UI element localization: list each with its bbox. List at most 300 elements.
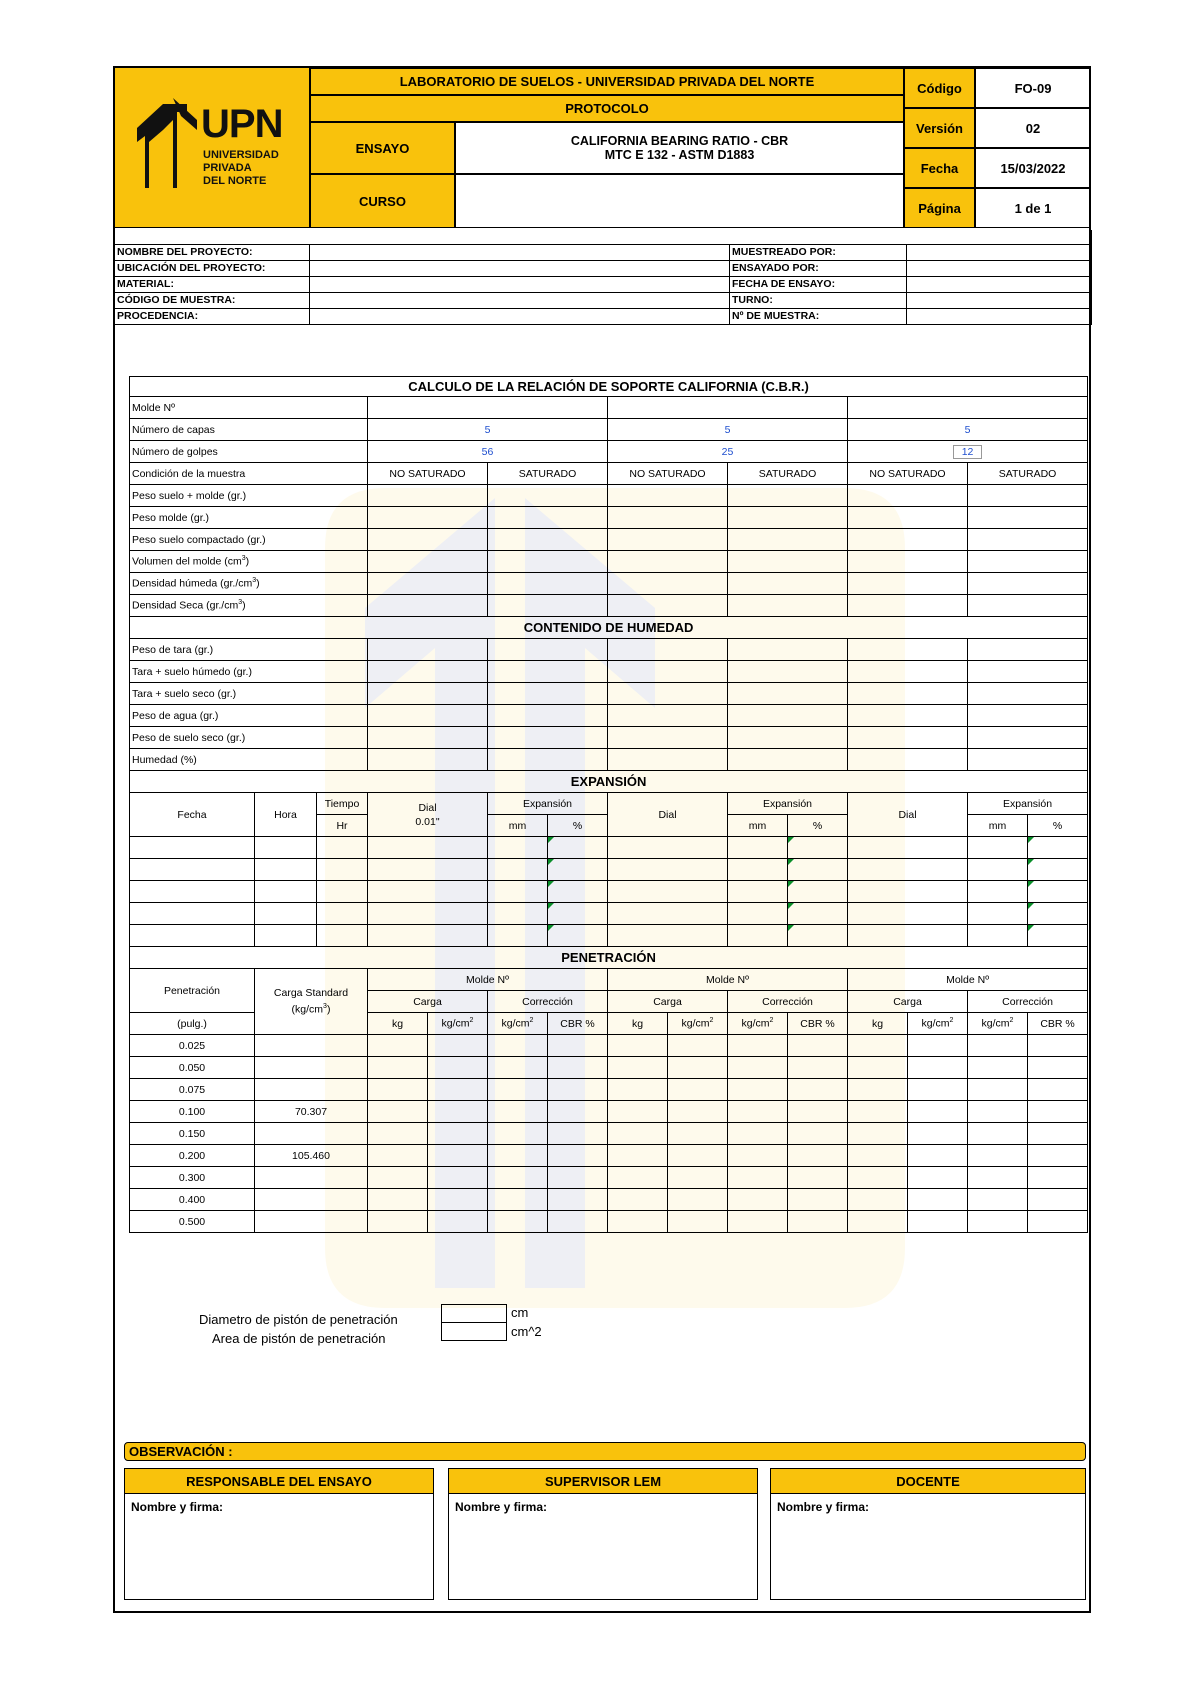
cell-input[interactable]	[368, 705, 488, 727]
capas-value-1[interactable]: 5	[368, 419, 608, 441]
cell-input[interactable]	[368, 551, 488, 573]
info-input[interactable]	[907, 244, 1092, 260]
cell-input[interactable]	[968, 551, 1088, 573]
cell-input[interactable]	[608, 1145, 668, 1167]
cell-input[interactable]	[368, 881, 488, 903]
cell-input[interactable]	[728, 903, 788, 925]
data-row	[130, 705, 1088, 727]
cell-input[interactable]	[548, 837, 608, 859]
cell-input[interactable]	[255, 859, 317, 881]
row-label: Peso de agua (gr.)	[130, 705, 368, 727]
cell-input[interactable]	[848, 1035, 908, 1057]
cell-input[interactable]	[608, 573, 728, 595]
cell-input[interactable]	[488, 683, 608, 705]
expansion-title: EXPANSIÓN	[130, 771, 1088, 793]
cell-input[interactable]	[968, 485, 1088, 507]
cell-input[interactable]	[488, 529, 608, 551]
cell-input[interactable]	[668, 1189, 728, 1211]
cell-input[interactable]	[848, 1167, 908, 1189]
cell-input[interactable]	[428, 1123, 488, 1145]
cell-input[interactable]	[1028, 1123, 1088, 1145]
cell-input[interactable]	[488, 1101, 548, 1123]
info-input[interactable]	[310, 244, 730, 260]
cell-input[interactable]	[608, 903, 728, 925]
cell-input[interactable]	[317, 881, 368, 903]
cell-input[interactable]	[548, 859, 608, 881]
cell-input[interactable]	[728, 485, 848, 507]
cell-input[interactable]	[728, 639, 848, 661]
cell-input[interactable]	[908, 1167, 968, 1189]
cell-input[interactable]	[848, 661, 968, 683]
cell-input[interactable]	[968, 1167, 1028, 1189]
expansion-row	[130, 903, 1088, 925]
cell-input[interactable]	[488, 1079, 548, 1101]
cell-input[interactable]	[728, 1145, 788, 1167]
cell-input[interactable]	[968, 595, 1088, 617]
cell-input[interactable]	[728, 1079, 788, 1101]
info-input[interactable]	[907, 260, 1092, 276]
cell-input[interactable]	[428, 1079, 488, 1101]
cell-input[interactable]	[428, 1167, 488, 1189]
cell-input[interactable]	[368, 507, 488, 529]
curso-label: CURSO	[310, 174, 455, 228]
cell-input[interactable]	[488, 595, 608, 617]
cell-input[interactable]	[848, 925, 968, 947]
cell-input[interactable]	[255, 881, 317, 903]
cell-input[interactable]	[608, 1211, 668, 1233]
cell-input[interactable]	[1028, 1057, 1088, 1079]
cell-input[interactable]	[908, 1101, 968, 1123]
info-input[interactable]	[907, 308, 1092, 324]
cell-input[interactable]	[788, 925, 848, 947]
cell-input[interactable]	[968, 837, 1028, 859]
cell-input[interactable]	[608, 925, 728, 947]
cell-input[interactable]	[488, 507, 608, 529]
cell-input[interactable]	[368, 1145, 428, 1167]
cell-input[interactable]	[608, 661, 728, 683]
cell-input[interactable]	[488, 837, 548, 859]
cell-input[interactable]	[788, 1079, 848, 1101]
cell-input[interactable]	[968, 1189, 1028, 1211]
info-input[interactable]	[907, 292, 1092, 308]
cbr-title: CALCULO DE LA RELACIÓN DE SOPORTE CALIFORNIA (C.B.R.)	[130, 377, 1088, 397]
signature-box-docente	[770, 1468, 1086, 1600]
cell-input[interactable]	[848, 903, 968, 925]
cell-input[interactable]	[908, 1057, 968, 1079]
cell-input[interactable]	[848, 859, 968, 881]
cell-input[interactable]	[728, 1123, 788, 1145]
cell-input[interactable]	[968, 727, 1088, 749]
cell-input[interactable]	[255, 925, 317, 947]
cbr-table	[129, 376, 1088, 1233]
cell-input[interactable]	[728, 727, 848, 749]
cell-input[interactable]	[968, 529, 1088, 551]
piston-area-input[interactable]	[441, 1322, 507, 1341]
cell-input[interactable]	[728, 529, 848, 551]
cell-input[interactable]	[968, 507, 1088, 529]
cell-input[interactable]	[728, 1101, 788, 1123]
cell-input[interactable]	[368, 1123, 428, 1145]
cell-input[interactable]	[968, 661, 1088, 683]
info-row	[115, 244, 1092, 260]
cell-input[interactable]	[368, 727, 488, 749]
cell-input[interactable]	[848, 705, 968, 727]
cell-input[interactable]	[608, 1101, 668, 1123]
cell-input[interactable]	[968, 1035, 1028, 1057]
cell-input[interactable]	[368, 925, 488, 947]
cell-input[interactable]	[668, 1057, 728, 1079]
cell-input[interactable]	[130, 859, 255, 881]
cell-input[interactable]	[848, 1211, 908, 1233]
cell-input[interactable]	[968, 859, 1028, 881]
cell-input[interactable]	[608, 529, 728, 551]
cell-input[interactable]	[848, 507, 968, 529]
cell-input[interactable]	[788, 1145, 848, 1167]
penetracion-row	[130, 1057, 1088, 1079]
cell-input[interactable]	[130, 881, 255, 903]
cell-input[interactable]	[848, 837, 968, 859]
cell-input[interactable]	[728, 859, 788, 881]
cell-input[interactable]	[908, 1123, 968, 1145]
cell-input[interactable]	[368, 529, 488, 551]
cell-input[interactable]	[908, 1079, 968, 1101]
cell-input[interactable]	[848, 881, 968, 903]
cell-input[interactable]	[608, 639, 728, 661]
cell-input[interactable]	[548, 1101, 608, 1123]
cell-input[interactable]	[317, 837, 368, 859]
row-label: Peso suelo + molde (gr.)	[130, 485, 368, 507]
cell-input[interactable]	[488, 573, 608, 595]
cell-input[interactable]	[488, 727, 608, 749]
curso-value[interactable]	[455, 174, 904, 228]
cell-input[interactable]	[488, 925, 548, 947]
cell-input[interactable]	[848, 485, 968, 507]
cell-input[interactable]	[488, 485, 608, 507]
row-label: Densidad húmeda $(gr./cm^3)$	[130, 573, 368, 595]
info-input[interactable]	[907, 276, 1092, 292]
cell-input[interactable]	[608, 749, 728, 771]
cell-input[interactable]	[548, 1189, 608, 1211]
cell-input[interactable]	[908, 1035, 968, 1057]
cell-input[interactable]	[848, 727, 968, 749]
cell-input[interactable]	[968, 683, 1088, 705]
cell-input[interactable]	[548, 1079, 608, 1101]
cell-input[interactable]	[608, 1057, 668, 1079]
cell-input[interactable]	[728, 881, 788, 903]
cell-input[interactable]	[1028, 881, 1088, 903]
cell-input[interactable]	[848, 1079, 908, 1101]
cell-input[interactable]	[848, 749, 968, 771]
cell-input[interactable]	[368, 1057, 428, 1079]
cell-input[interactable]	[908, 1211, 968, 1233]
cell-input[interactable]	[488, 749, 608, 771]
row-label: Molde Nº	[130, 397, 368, 419]
cell-input[interactable]	[1028, 1101, 1088, 1123]
cell-input[interactable]	[728, 551, 848, 573]
cell-input[interactable]	[368, 749, 488, 771]
row-label: Tara + suelo húmedo (gr.)	[130, 661, 368, 683]
cell-input[interactable]	[428, 1189, 488, 1211]
row-label: Peso molde (gr.)	[130, 507, 368, 529]
capas-value-2[interactable]: 5	[608, 419, 848, 441]
cell-input[interactable]	[848, 551, 968, 573]
cell-input[interactable]	[788, 903, 848, 925]
info-row	[115, 260, 1092, 276]
cell-input[interactable]	[728, 1057, 788, 1079]
cell-input[interactable]	[668, 1211, 728, 1233]
info-label: FECHA DE ENSAYO:	[730, 276, 907, 292]
cell-input[interactable]	[255, 903, 317, 925]
cell-input[interactable]	[608, 705, 728, 727]
cell-input[interactable]	[317, 859, 368, 881]
cell-input[interactable]	[728, 749, 848, 771]
info-input[interactable]	[310, 276, 730, 292]
cell-input[interactable]	[848, 1101, 908, 1123]
cell-input[interactable]	[1028, 1189, 1088, 1211]
cell-input[interactable]	[1028, 837, 1088, 859]
col-dial	[368, 793, 488, 837]
cell-input[interactable]	[488, 1211, 548, 1233]
cell-input[interactable]	[368, 903, 488, 925]
cell-input[interactable]	[788, 1057, 848, 1079]
cell-input[interactable]	[848, 1123, 908, 1145]
observacion-bar[interactable]: OBSERVACIÓN :	[124, 1442, 1086, 1461]
cell-input[interactable]	[368, 1101, 428, 1123]
cell-input[interactable]	[968, 925, 1028, 947]
cell-input[interactable]	[668, 1123, 728, 1145]
cell-input[interactable]	[428, 1101, 488, 1123]
cell-input[interactable]	[488, 705, 608, 727]
cell-input[interactable]	[1028, 1211, 1088, 1233]
signature-field[interactable]: Nombre y firma:	[777, 1500, 870, 1514]
cell-input[interactable]	[788, 859, 848, 881]
expansion-row	[130, 859, 1088, 881]
cell-input[interactable]	[848, 1189, 908, 1211]
carga-std-value	[255, 1057, 368, 1079]
cell-input[interactable]	[788, 1035, 848, 1057]
cell-input[interactable]	[1028, 1035, 1088, 1057]
row-golpes	[130, 441, 1088, 463]
cell-input[interactable]	[488, 1057, 548, 1079]
cell-input[interactable]	[548, 1057, 608, 1079]
cell-input[interactable]	[728, 1167, 788, 1189]
cell-input[interactable]	[255, 837, 317, 859]
signature-box-responsable	[124, 1468, 434, 1600]
cell-input[interactable]	[668, 1101, 728, 1123]
cell-input[interactable]	[428, 1145, 488, 1167]
cell-input[interactable]	[728, 661, 848, 683]
cell-input[interactable]	[728, 1189, 788, 1211]
cell-input[interactable]	[368, 1211, 428, 1233]
cell-input[interactable]	[130, 837, 255, 859]
cell-input[interactable]	[130, 903, 255, 925]
cell-input[interactable]	[728, 507, 848, 529]
cell-input[interactable]	[488, 551, 608, 573]
molde-input-1[interactable]	[368, 397, 608, 419]
cell-input[interactable]	[848, 573, 968, 595]
cell-input[interactable]	[668, 1035, 728, 1057]
cell-input[interactable]	[548, 881, 608, 903]
cell-input[interactable]	[368, 683, 488, 705]
col-pct: %	[1028, 815, 1088, 837]
cell-input[interactable]	[668, 1167, 728, 1189]
cell-input[interactable]	[368, 1079, 428, 1101]
pagina-value: 1 de 1	[975, 188, 1091, 228]
cell-input[interactable]	[968, 639, 1088, 661]
cell-input[interactable]	[548, 1035, 608, 1057]
cell-input[interactable]	[848, 1145, 908, 1167]
cell-input[interactable]	[488, 1035, 548, 1057]
cell-input[interactable]	[368, 837, 488, 859]
cell-input[interactable]	[608, 507, 728, 529]
signature-field[interactable]: Nombre y firma:	[455, 1500, 548, 1514]
cell-input[interactable]	[728, 1211, 788, 1233]
cell-input[interactable]	[368, 639, 488, 661]
upn-logo-icon	[115, 68, 310, 228]
cell-input[interactable]	[608, 1167, 668, 1189]
cell-input[interactable]	[488, 881, 548, 903]
cell-input[interactable]	[968, 1123, 1028, 1145]
cell-input[interactable]	[368, 1167, 428, 1189]
cell-input[interactable]	[130, 925, 255, 947]
cell-input[interactable]	[488, 661, 608, 683]
cell-input[interactable]	[668, 1145, 728, 1167]
cell-input[interactable]	[317, 925, 368, 947]
cell-input[interactable]	[788, 1123, 848, 1145]
cell-input[interactable]	[368, 859, 488, 881]
cell-input[interactable]	[848, 595, 968, 617]
cell-input[interactable]	[608, 1079, 668, 1101]
cell-input[interactable]	[548, 903, 608, 925]
cell-input[interactable]	[608, 881, 728, 903]
cell-input[interactable]	[548, 1211, 608, 1233]
cell-input[interactable]	[788, 1211, 848, 1233]
cell-input[interactable]	[728, 837, 788, 859]
cell-input[interactable]	[968, 1057, 1028, 1079]
cell-input[interactable]	[968, 1101, 1028, 1123]
cell-input[interactable]	[368, 1189, 428, 1211]
cell-input[interactable]	[968, 1145, 1028, 1167]
golpes-value-3[interactable]	[848, 441, 1088, 463]
cell-input[interactable]	[788, 1167, 848, 1189]
cell-input[interactable]	[728, 683, 848, 705]
cell-input[interactable]	[608, 551, 728, 573]
cell-input[interactable]	[848, 1057, 908, 1079]
cell-input[interactable]	[608, 1123, 668, 1145]
cell-input[interactable]	[608, 1189, 668, 1211]
cell-input[interactable]	[548, 925, 608, 947]
info-row	[115, 276, 1092, 292]
cell-input[interactable]	[968, 705, 1088, 727]
cell-input[interactable]	[488, 1189, 548, 1211]
cell-input[interactable]	[1028, 903, 1088, 925]
cell-input[interactable]	[317, 903, 368, 925]
golpes-value-2[interactable]: 25	[608, 441, 848, 463]
cell-input[interactable]	[1028, 1167, 1088, 1189]
capas-value-3[interactable]: 5	[848, 419, 1088, 441]
col-correccion: Corrección	[728, 991, 848, 1013]
cell-input[interactable]	[608, 1035, 668, 1057]
cell-input[interactable]	[968, 1079, 1028, 1101]
cell-input[interactable]	[788, 837, 848, 859]
cell-input[interactable]	[728, 705, 848, 727]
cell-input[interactable]	[908, 1189, 968, 1211]
cell-input[interactable]	[488, 1123, 548, 1145]
info-input[interactable]	[310, 260, 730, 276]
cell-input[interactable]	[728, 573, 848, 595]
cell-input[interactable]	[908, 1145, 968, 1167]
cell-input[interactable]	[608, 683, 728, 705]
cell-input[interactable]	[428, 1057, 488, 1079]
cell-input[interactable]	[608, 595, 728, 617]
cell-input[interactable]	[968, 903, 1028, 925]
signature-field[interactable]: Nombre y firma:	[131, 1500, 224, 1514]
cell-input[interactable]	[968, 881, 1028, 903]
cell-input[interactable]	[608, 837, 728, 859]
cell-input[interactable]	[1028, 925, 1088, 947]
cell-input[interactable]	[788, 1189, 848, 1211]
piston-diametro-input[interactable]	[441, 1304, 507, 1323]
cell-input[interactable]	[968, 1211, 1028, 1233]
ensayo-value-line2: MTC E 132 - ASTM D1883	[604, 148, 755, 162]
cell-input[interactable]	[968, 573, 1088, 595]
cell-input[interactable]	[548, 1167, 608, 1189]
cell-input[interactable]	[848, 639, 968, 661]
cell-input[interactable]	[368, 661, 488, 683]
cell-input[interactable]	[488, 1145, 548, 1167]
pen-value: 0.100	[130, 1101, 255, 1123]
cell-input[interactable]	[368, 1035, 428, 1057]
cell-input[interactable]	[608, 485, 728, 507]
cell-input[interactable]	[848, 529, 968, 551]
cell-input[interactable]	[428, 1211, 488, 1233]
penetracion-title: PENETRACIÓN	[130, 947, 1088, 969]
data-row	[130, 595, 1088, 617]
info-input[interactable]	[310, 308, 730, 324]
cell-input[interactable]	[1028, 859, 1088, 881]
info-input[interactable]	[310, 292, 730, 308]
cell-input[interactable]	[368, 573, 488, 595]
molde-input-3[interactable]	[848, 397, 1088, 419]
cell-input[interactable]	[1028, 1145, 1088, 1167]
cell-input[interactable]	[608, 727, 728, 749]
cell-input[interactable]	[848, 683, 968, 705]
carga-std-value	[255, 1189, 368, 1211]
carga-std-value: 70.307	[255, 1101, 368, 1123]
cell-input[interactable]	[1028, 1079, 1088, 1101]
cell-input[interactable]	[728, 1035, 788, 1057]
cell-input[interactable]	[548, 1145, 608, 1167]
cell-input[interactable]	[668, 1079, 728, 1101]
cell-input[interactable]	[968, 749, 1088, 771]
golpes-value-1[interactable]: 56	[368, 441, 608, 463]
cell-input[interactable]	[428, 1035, 488, 1057]
cell-input[interactable]	[788, 881, 848, 903]
cell-input[interactable]	[728, 925, 788, 947]
cell-input[interactable]	[728, 595, 848, 617]
cell-input[interactable]	[488, 639, 608, 661]
cell-input[interactable]	[608, 859, 728, 881]
cell-input[interactable]	[548, 1123, 608, 1145]
cell-input[interactable]	[788, 1101, 848, 1123]
cell-input[interactable]	[488, 859, 548, 881]
molde-input-2[interactable]	[608, 397, 848, 419]
cell-input[interactable]	[488, 1167, 548, 1189]
cell-input[interactable]	[368, 595, 488, 617]
golpes-value-3-box[interactable]: 12	[953, 445, 983, 459]
cell-input[interactable]	[488, 903, 548, 925]
cell-input[interactable]	[368, 485, 488, 507]
